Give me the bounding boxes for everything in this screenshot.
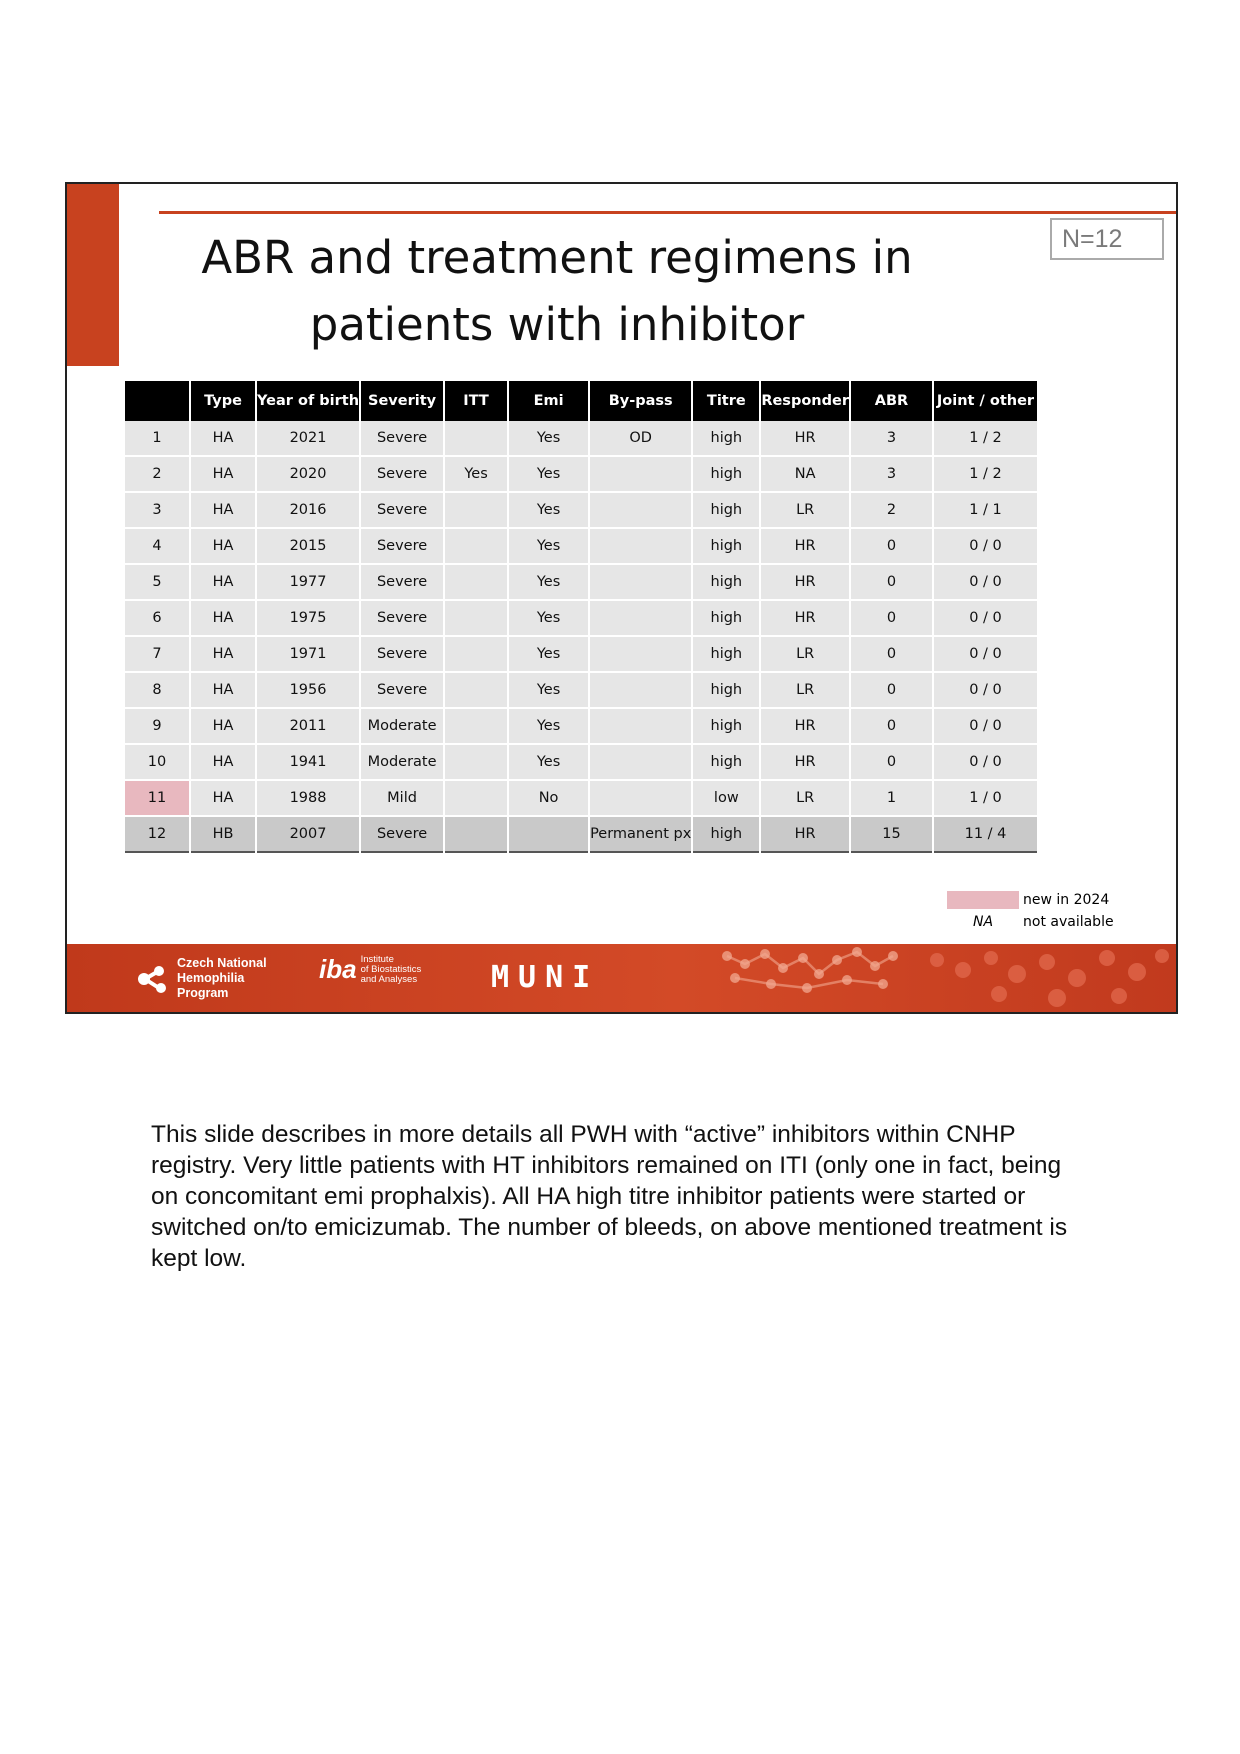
cell-joint: 1 / 1 — [934, 493, 1037, 529]
accent-side-bar — [67, 184, 119, 366]
legend-row-new — [947, 889, 1114, 911]
cell-itt — [445, 493, 507, 529]
cell-titre: high — [693, 493, 759, 529]
slide-title-line1: ABR and treatment regimens in — [201, 231, 913, 284]
cell-severity: Severe — [361, 673, 443, 709]
cell-itt — [445, 529, 507, 565]
cell-itt — [445, 745, 507, 781]
cell-joint: 0 / 0 — [934, 601, 1037, 637]
cell-emi: Yes — [509, 421, 588, 457]
cell-joint: 1 / 2 — [934, 421, 1037, 457]
header-no — [125, 381, 189, 421]
legend-na-key: NA — [972, 914, 994, 930]
cell-type: HA — [191, 601, 255, 637]
header-joint: Joint / other — [934, 381, 1037, 421]
cell-bypass: OD — [590, 421, 691, 457]
table-row — [125, 673, 1037, 709]
table-row — [125, 817, 1037, 853]
iba-line1: Institute — [360, 953, 394, 965]
table-row — [125, 493, 1037, 529]
cell-no: 2 — [125, 457, 189, 493]
cell-abr: 0 — [851, 709, 932, 745]
cell-year: 2007 — [257, 817, 359, 853]
cell-titre: low — [693, 781, 759, 817]
header-responder: Responder — [761, 381, 849, 421]
cell-itt — [445, 637, 507, 673]
iba-line3: and Analyses — [360, 973, 418, 985]
cell-responder: HR — [761, 601, 849, 637]
cell-itt — [445, 421, 507, 457]
cell-year: 2015 — [257, 529, 359, 565]
cell-no: 3 — [125, 493, 189, 529]
cell-joint: 0 / 0 — [934, 565, 1037, 601]
cell-responder: LR — [761, 781, 849, 817]
cell-emi: Yes — [509, 493, 588, 529]
cell-abr: 0 — [851, 673, 932, 709]
title-rule — [159, 211, 1178, 214]
cell-emi — [509, 817, 588, 853]
cell-type: HA — [191, 529, 255, 565]
header-titre: Titre — [693, 381, 759, 421]
cell-responder: NA — [761, 457, 849, 493]
cell-type: HA — [191, 745, 255, 781]
cell-abr: 0 — [851, 601, 932, 637]
cell-responder: LR — [761, 637, 849, 673]
cell-joint: 11 / 4 — [934, 817, 1037, 853]
cell-emi: Yes — [509, 457, 588, 493]
slide-title-line2: patients with inhibitor — [309, 298, 805, 351]
cell-type: HA — [191, 637, 255, 673]
cell-severity: Severe — [361, 457, 443, 493]
cell-bypass — [590, 457, 691, 493]
iba-logo — [319, 954, 421, 985]
cell-severity: Severe — [361, 637, 443, 673]
cell-year: 1988 — [257, 781, 359, 817]
cell-emi: Yes — [509, 601, 588, 637]
cell-titre: high — [693, 457, 759, 493]
cell-no: 4 — [125, 529, 189, 565]
cell-year: 1975 — [257, 601, 359, 637]
cell-titre: high — [693, 529, 759, 565]
header-severity: Severity — [361, 381, 443, 421]
cell-emi: Yes — [509, 637, 588, 673]
cell-responder: LR — [761, 493, 849, 529]
cell-type: HA — [191, 673, 255, 709]
cell-year: 1977 — [257, 565, 359, 601]
cell-responder: HR — [761, 565, 849, 601]
cell-severity: Moderate — [361, 745, 443, 781]
table-row — [125, 709, 1037, 745]
cell-itt — [445, 601, 507, 637]
cell-itt — [445, 565, 507, 601]
cnhp-line2: Hemophilia — [177, 971, 245, 985]
table-row — [125, 421, 1037, 457]
legend-na-label: not available — [1023, 914, 1114, 930]
legend-row-na — [947, 911, 1114, 933]
cell-no: 5 — [125, 565, 189, 601]
cell-type: HB — [191, 817, 255, 853]
slide-footer — [67, 944, 1176, 1012]
iba-mark: iba — [319, 954, 357, 984]
cell-emi: Yes — [509, 673, 588, 709]
header-bypass: By-pass — [590, 381, 691, 421]
header-itt: ITT — [445, 381, 507, 421]
cell-no: 10 — [125, 745, 189, 781]
cell-bypass — [590, 781, 691, 817]
table-row — [125, 781, 1037, 817]
cell-year: 2021 — [257, 421, 359, 457]
cell-itt — [445, 709, 507, 745]
cell-joint: 0 / 0 — [934, 709, 1037, 745]
cell-responder: HR — [761, 817, 849, 853]
cell-year: 1941 — [257, 745, 359, 781]
cell-responder: HR — [761, 745, 849, 781]
cell-itt — [445, 781, 507, 817]
cell-abr: 15 — [851, 817, 932, 853]
cell-bypass — [590, 529, 691, 565]
cell-no: 11 — [125, 781, 189, 817]
cell-abr: 0 — [851, 745, 932, 781]
cell-abr: 3 — [851, 421, 932, 457]
header-type: Type — [191, 381, 255, 421]
cell-year: 2016 — [257, 493, 359, 529]
cell-no: 9 — [125, 709, 189, 745]
table-row — [125, 637, 1037, 673]
table-row — [125, 457, 1037, 493]
cell-severity: Severe — [361, 493, 443, 529]
cell-bypass — [590, 601, 691, 637]
cell-titre: high — [693, 565, 759, 601]
cell-bypass — [590, 745, 691, 781]
cell-itt: Yes — [445, 457, 507, 493]
cnhp-molecule-icon — [137, 964, 171, 994]
cell-titre: high — [693, 745, 759, 781]
cnhp-logo — [137, 956, 267, 1001]
table-header-row — [125, 381, 1037, 421]
cell-responder: HR — [761, 709, 849, 745]
table-row — [125, 529, 1037, 565]
cell-titre: high — [693, 817, 759, 853]
cell-abr: 0 — [851, 565, 932, 601]
sample-size-label: N=12 — [1062, 224, 1123, 253]
cell-joint: 0 / 0 — [934, 745, 1037, 781]
cell-severity: Severe — [361, 601, 443, 637]
cell-severity: Severe — [361, 421, 443, 457]
cell-type: HA — [191, 781, 255, 817]
table-body — [125, 421, 1037, 853]
slide-title — [167, 224, 947, 358]
muni-logo: MUNI — [491, 960, 600, 995]
table-row — [125, 601, 1037, 637]
cell-severity: Severe — [361, 817, 443, 853]
cell-itt — [445, 817, 507, 853]
cell-emi: Yes — [509, 565, 588, 601]
cell-emi: Yes — [509, 529, 588, 565]
cell-itt — [445, 673, 507, 709]
cell-titre: high — [693, 637, 759, 673]
cell-bypass: Permanent px — [590, 817, 691, 853]
sample-size-box — [1050, 218, 1164, 260]
cell-no: 1 — [125, 421, 189, 457]
cell-joint: 1 / 2 — [934, 457, 1037, 493]
cell-abr: 1 — [851, 781, 932, 817]
cnhp-line1: Czech National — [177, 956, 267, 970]
cell-joint: 0 / 0 — [934, 637, 1037, 673]
header-year: Year of birth — [257, 381, 359, 421]
cell-titre: high — [693, 673, 759, 709]
table-row — [125, 745, 1037, 781]
iba-line2: of Biostatistics — [360, 963, 422, 975]
molecule-pattern-icon — [707, 944, 1178, 1012]
cell-abr: 0 — [851, 529, 932, 565]
cell-type: HA — [191, 421, 255, 457]
cell-responder: LR — [761, 673, 849, 709]
cell-bypass — [590, 709, 691, 745]
cell-emi: Yes — [509, 709, 588, 745]
slide — [65, 182, 1178, 1014]
cell-no: 7 — [125, 637, 189, 673]
cell-emi: Yes — [509, 745, 588, 781]
cell-bypass — [590, 673, 691, 709]
cell-responder: HR — [761, 529, 849, 565]
cell-responder: HR — [761, 421, 849, 457]
legend-new-label: new in 2024 — [1023, 892, 1110, 908]
cell-abr: 2 — [851, 493, 932, 529]
cnhp-line3: Program — [177, 986, 229, 1000]
legend — [947, 889, 1114, 933]
header-abr: ABR — [851, 381, 932, 421]
cell-severity: Severe — [361, 565, 443, 601]
cell-no: 12 — [125, 817, 189, 853]
cell-bypass — [590, 493, 691, 529]
cell-type: HA — [191, 457, 255, 493]
cell-year: 1971 — [257, 637, 359, 673]
speaker-note: This slide describes in more details all PWH with “active” inhibitors within CNHP registry. Very little patients with HT inhibitors remained on ITI (only one in fact, being on concomitant emi prophalxis). All HA high titre inhibitor patients were started or switched on/to emicizumab. The number of bleeds, on above mentioned treatment is kept low. — [151, 1121, 1068, 1272]
cell-year: 2011 — [257, 709, 359, 745]
table-row — [125, 565, 1037, 601]
cell-titre: high — [693, 421, 759, 457]
cell-emi: No — [509, 781, 588, 817]
cell-abr: 3 — [851, 457, 932, 493]
cell-joint: 0 / 0 — [934, 529, 1037, 565]
cell-titre: high — [693, 709, 759, 745]
header-emi: Emi — [509, 381, 588, 421]
cell-severity: Severe — [361, 529, 443, 565]
cell-no: 6 — [125, 601, 189, 637]
cell-joint: 1 / 0 — [934, 781, 1037, 817]
cell-year: 1956 — [257, 673, 359, 709]
cell-year: 2020 — [257, 457, 359, 493]
cell-type: HA — [191, 493, 255, 529]
cell-bypass — [590, 565, 691, 601]
cell-abr: 0 — [851, 637, 932, 673]
cell-no: 8 — [125, 673, 189, 709]
cell-joint: 0 / 0 — [934, 673, 1037, 709]
inhibitor-patients-table — [123, 381, 1039, 853]
cell-severity: Mild — [361, 781, 443, 817]
cell-severity: Moderate — [361, 709, 443, 745]
cell-titre: high — [693, 601, 759, 637]
legend-new-swatch — [947, 891, 1019, 909]
cell-type: HA — [191, 709, 255, 745]
cell-type: HA — [191, 565, 255, 601]
cell-bypass — [590, 637, 691, 673]
